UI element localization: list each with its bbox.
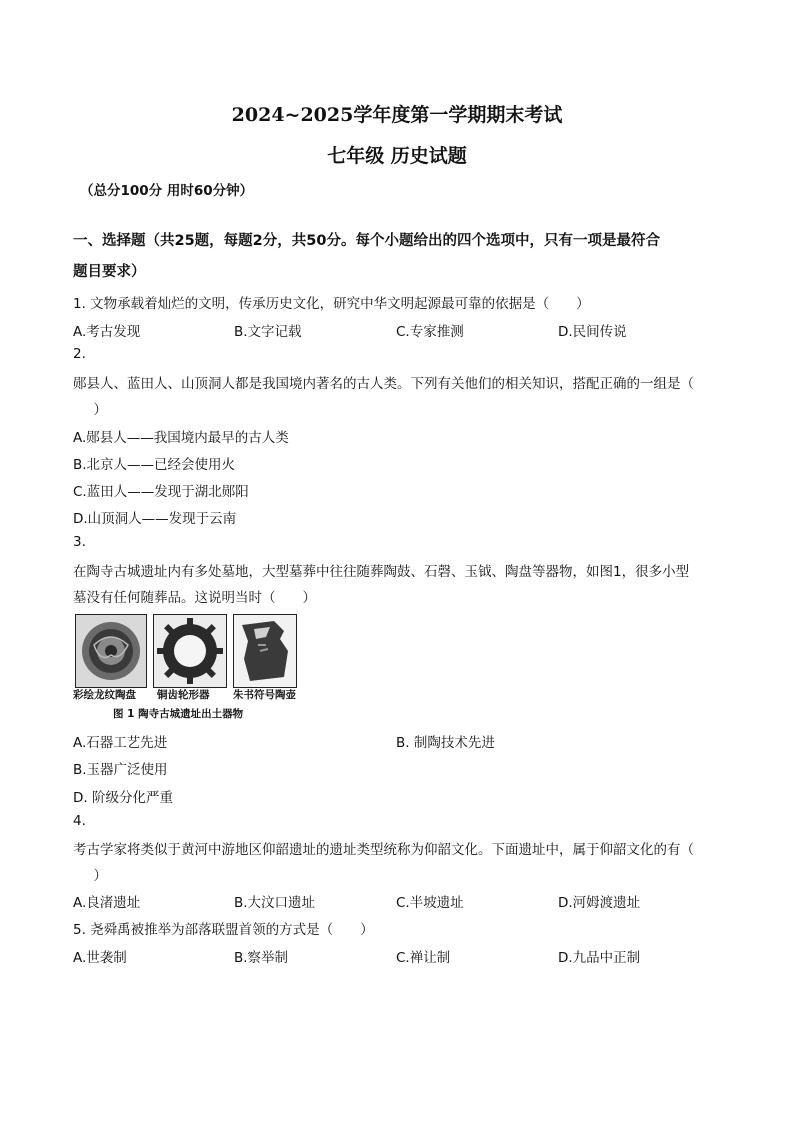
vermilion-script-pot-image [233,614,297,688]
question-4-stem-line2: ） [80,868,107,884]
question-4-stem-line1: 考古学家将类似于黄河中游地区仰韶遗址的遗址类型统称为仰韶文化。下面遗址中，属于仰韶文化的有（ [73,842,694,858]
q2-option-c[interactable]: C.蓝田人——发现于湖北郧阳 [73,484,249,500]
question-2-stem-line1: 郧县人、蓝田人、山顶洞人都是我国境内著名的古人类。下列有关他们的相关知识，搭配正确的一组是（ [73,376,694,392]
painted-dragon-plate-image [75,614,147,688]
exam-subtitle: 七年级 历史试题 [327,145,467,167]
q3-option-b[interactable]: B. 制陶技术先进 [396,735,495,751]
figure-label-pot: 朱书符号陶壶 [233,689,296,701]
question-3-number: 3. [73,534,86,550]
question-1-stem: 1. 文物承载着灿烂的文明，传承历史文化，研究中华文明起源最可靠的依据是（ ） [73,296,590,312]
question-3-stem-line2: 墓没有任何随葬品。这说明当时（ ） [73,590,316,606]
q1-option-a[interactable]: A.考古发现 [73,324,141,340]
figure-label-plate: 彩绘龙纹陶盘 [73,689,136,701]
q1-option-b[interactable]: B.文字记载 [234,324,302,340]
q3-option-c[interactable]: B.玉器广泛使用 [73,762,168,778]
exam-time-note: （总分100分 用时60分钟） [80,183,254,199]
q2-option-b[interactable]: B.北京人——已经会使用火 [73,457,236,473]
q1-option-c[interactable]: C.专家推测 [396,324,464,340]
figure-caption: 图 1 陶寺古城遗址出土器物 [113,708,244,720]
section-heading-line1: 一、选择题（共25题，每题2分，共50分。每个小题给出的四个选项中，只有一项是最符合 [73,233,660,249]
q3-option-d[interactable]: D. 阶级分化严重 [73,790,173,806]
q4-option-b[interactable]: B.大汶口遗址 [234,895,316,911]
q1-option-d[interactable]: D.民间传说 [558,324,627,340]
section-heading [73,226,723,288]
question-4-number: 4. [73,813,86,829]
question-2-number: 2. [73,346,86,362]
question-3-stem-line1: 在陶寺古城遗址内有多处墓地，大型墓葬中往往随葬陶鼓、石磬、玉钺、陶盘等器物，如图1，很多小型 [73,564,690,580]
figure-label-gear: 铜齿轮形器 [157,689,210,701]
q2-option-a[interactable]: A.郧县人——我国境内最早的古人类 [73,430,289,446]
q5-option-d[interactable]: D.九品中正制 [558,950,641,966]
section-heading-line2: 题目要求） [73,264,146,280]
q4-option-a[interactable]: A.良渚遗址 [73,895,141,911]
bronze-gear-image [153,614,227,688]
q2-option-d[interactable]: D.山顶洞人——发现于云南 [73,511,237,527]
q5-option-b[interactable]: B.察举制 [234,950,289,966]
q5-option-a[interactable]: A.世袭制 [73,950,127,966]
figure-1 [73,614,303,724]
q4-option-c[interactable]: C.半坡遗址 [396,895,464,911]
q4-option-d[interactable]: D.河姆渡遗址 [558,895,641,911]
q5-option-c[interactable]: C.禅让制 [396,950,451,966]
q3-option-a[interactable]: A.石器工艺先进 [73,735,168,751]
question-5-stem: 5. 尧舜禹被推举为部落联盟首领的方式是（ ） [73,922,374,938]
exam-title: 2024~2025学年度第一学期期末考试 [231,104,563,126]
question-2-stem-line2: ） [80,402,107,418]
